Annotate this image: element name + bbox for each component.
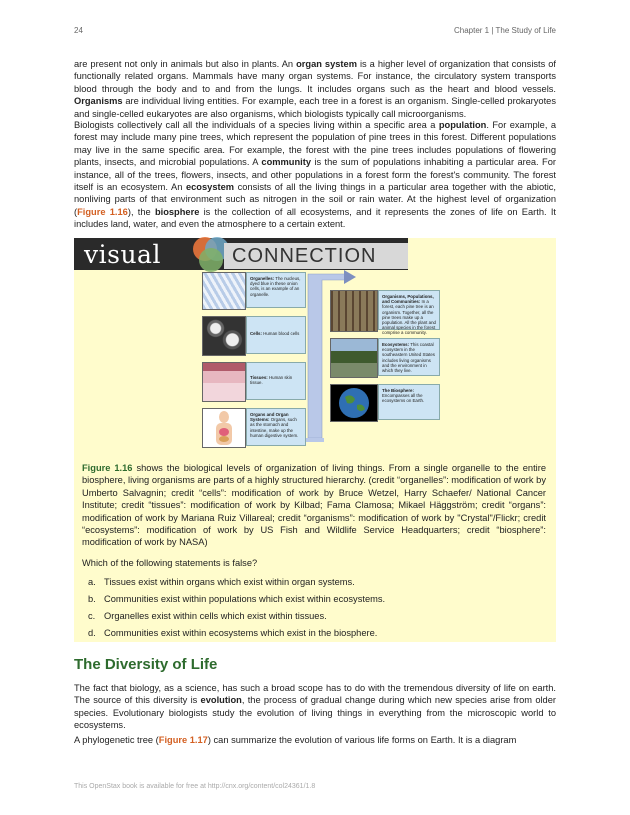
figure-caption: Figure 1.16 shows the biological levels of organization of living things. From a single organelle to the entire biosphere, living organisms are parts of a highly structured hierarchy. (credit “organelles”: modification of work by Umberto Salvagnin; credit “cells”: modification of work by Bruce Wetzel, Harry Schaefer/ National Cancer Institute; credit “tissues”: modification of work by Kilbad; Fama Clamosa; Mikael Häggström; credit “organs”: modification of work by Mariana Ruiz Villareal; credit “organisms”: modification of work by "Crystal"/Flickr; credit “ecosystems”: modification of work by US Fish and Wildlife Service Headquarters; credit “biosphere”: modification of work by NASA): [82, 463, 546, 548]
bold-term: evolution: [200, 695, 242, 706]
text-run: . For example, a forest may include many pine trees, which represent the population of pine trees in this forest. Different populations may live in the same specific area. For example, the forest with the pine trees includes populations of flowering plants, insects, and microbial populations. A: [74, 120, 557, 168]
text-run: , the process of gradual change during which new species arise from older species. Evolutionary biologists study the evolution of living things in everything from the microscopic world to ecosystems.: [74, 695, 556, 731]
option-a: a. Tissues exist within organs which exist within organ systems.: [88, 577, 355, 587]
text-run: are present not only in animals but also in plants. An: [74, 59, 297, 69]
section-heading: The Diversity of Life: [74, 656, 218, 673]
body-paragraph-4: [74, 734, 556, 752]
text-run: consists of all the living things in a particular area together with the abiotic, nonliving parts of that environment such as nitrogen in the soil or rain water. At the highest level of organization (: [74, 182, 556, 217]
tissues-panel: Tissues: Human skin tissue.: [246, 362, 306, 400]
option-b: b. Communities exist within populations which exist within ecosystems.: [88, 594, 386, 604]
bold-term: community: [261, 157, 312, 168]
body-paragraph-1: [74, 58, 556, 126]
bold-term: biosphere: [154, 206, 200, 217]
figure-link[interactable]: Figure 1.16: [77, 206, 128, 217]
bold-term: Organisms: [74, 96, 123, 107]
organelles-panel: Organelles: The nucleus, dyed blue in these onion cells, is an example of an organelle.: [246, 272, 306, 308]
footer-note: This OpenStax book is available for free at http://cnx.org/content/col24361/1.8: [74, 783, 316, 790]
blood-cells-photo: [202, 316, 246, 356]
body-paragraph-2: [74, 119, 556, 237]
figure-label-link[interactable]: Figure 1.16: [82, 463, 133, 473]
text-run: are individual living entities. For example, each tree in a forest is an organism. Single-celled prokaryotes and single-celled eukaryotes are also organisms, which biologists typically call microorganisms.: [74, 96, 556, 119]
figure-link[interactable]: Figure 1.17: [158, 735, 208, 745]
levels-of-organization-diagram: [200, 270, 440, 446]
onion-cells-photo: [202, 272, 246, 310]
body-paragraph-3: [74, 682, 556, 738]
cells-panel: Cells: Human blood cells: [246, 316, 306, 354]
question-text: Which of the following statements is false?: [82, 558, 258, 568]
text-run: ), the: [127, 206, 155, 217]
visual-connection-box: [74, 238, 556, 642]
text-run: A phylogenetic tree (: [74, 735, 159, 745]
text-run: Biologists collectively call all the individuals of a species living within a specific area a: [74, 120, 439, 130]
biosphere-panel: The Biosphere: Encompasses all the ecosystems on Earth.: [378, 384, 440, 420]
text-run: is the collection of all ecosystems, and it represents the zones of life on Earth. It includes land, water, and even the atmosphere to a certain extent.: [74, 206, 556, 230]
digestive-system-illustration: [202, 408, 246, 448]
answer-options: [88, 574, 385, 642]
option-d: d. Communities exist within ecosystems which exist in the biosphere.: [88, 628, 378, 638]
option-c: c. Organelles exist within cells which exist within tissues.: [88, 611, 327, 621]
text-run: is the sum of populations inhabiting a particular area. For instance, all of the trees, flowers, insects, and other populations in a forest form the forest's community. The forest itself is an ecosystem. An: [74, 157, 557, 193]
text-run: ) can summarize the evolution of various life forms on Earth. It is a diagram: [207, 735, 517, 745]
organisms-panel: Organisms, Populations, and Communities: In a forest, each pine tree is an organism. Together, all the pine trees make up a population. All the plant and animal species in the forest comprise a community.: [378, 290, 440, 330]
bold-term: ecosystem: [185, 182, 235, 193]
bold-term: organ system: [296, 59, 357, 69]
organs-panel: Organs and Organ Systems: Organs, such as the stomach and intestine, make up the human digestive system.: [246, 408, 306, 446]
chapter-title: Chapter 1 | The Study of Life: [454, 26, 556, 35]
bold-term: population: [438, 120, 487, 130]
visual-connection-banner: [74, 238, 408, 270]
banner-visual-text: visual: [84, 240, 161, 269]
skin-tissue-photo: [202, 362, 246, 402]
pine-forest-photo: [330, 290, 378, 332]
earth-photo: [330, 384, 378, 422]
text-run: The fact that biology, as a science, has such a broad scope has to do with the tremendous diversity of life on earth. The source of this diversity is: [74, 683, 556, 706]
banner-connection-text: CONNECTION: [224, 243, 408, 269]
ecosystems-panel: Ecosystems: This coastal ecosystem in the southeastern United States includes living organisms and the environment in which they live.: [378, 338, 440, 376]
text-run: is a higher level of organization that consists of functionally related organs. Mammals have many organ systems. For instance, the circulatory system transports blood through the body and to and from the lungs. It includes organs such as the heart and blood vessels.: [74, 59, 557, 94]
page-number: 24: [74, 26, 83, 35]
coastal-ecosystem-photo: [330, 338, 378, 378]
